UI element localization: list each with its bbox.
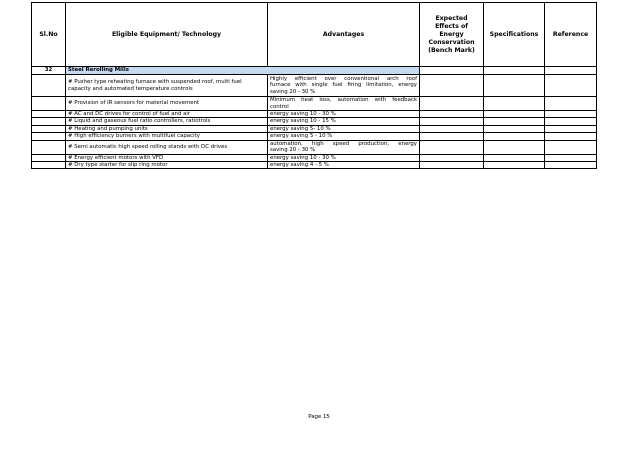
spec-cell: [484, 97, 545, 111]
slno-cell: [32, 111, 66, 118]
table-row: [32, 154, 597, 161]
expected-cell: [420, 133, 484, 140]
ref-cell: [545, 125, 597, 132]
table-row: [32, 111, 597, 118]
equipment-cell: # Liquid and gaseous fuel ratio controllers, ratiotrols: [66, 118, 268, 125]
equipment-table: [31, 2, 597, 169]
expected-cell: [420, 140, 484, 154]
header-slno: Sl.No: [32, 3, 66, 67]
slno-cell: [32, 140, 66, 154]
header-expected-line: Conservation: [428, 38, 475, 46]
equipment-cell: # High efficiency burners with multifuel capacity: [66, 133, 268, 140]
equipment-cell: # Dry type starter for slip ring motor: [66, 162, 268, 169]
expected-cell: [420, 125, 484, 132]
expected-cell: [420, 162, 484, 169]
spec-cell: [484, 133, 545, 140]
advantages-line: control: [270, 103, 289, 110]
header-expected-effects: [420, 3, 484, 67]
advantages-line: saving 20 - 30 %: [270, 88, 316, 95]
table-row: [32, 140, 597, 154]
advantages-cell: energy saving 5- 10 %: [268, 125, 420, 132]
ref-cell: [545, 140, 597, 154]
expected-cell: [420, 75, 484, 97]
header-equipment: Eligible Equipment/ Technology: [66, 3, 268, 67]
header-advantages: Advantages: [268, 3, 420, 67]
advantages-cell: energy saving 5 - 10 %: [268, 133, 420, 140]
spec-cell: [484, 140, 545, 154]
table-row: [32, 118, 597, 125]
section-spec-cell: [484, 67, 545, 75]
slno-cell: [32, 97, 66, 111]
ref-cell: [545, 75, 597, 97]
header-expected-line: (Bench Mark): [428, 46, 475, 54]
advantages-cell: [268, 97, 420, 111]
header-expected-line: Expected: [435, 14, 468, 22]
expected-cell: [420, 111, 484, 118]
table-row: [32, 162, 597, 169]
spec-cell: [484, 162, 545, 169]
advantages-line: furnace with single fuel firing limitation, energy: [270, 82, 417, 89]
header-reference: Reference: [545, 3, 597, 67]
advantages-cell: energy saving 4 - 5 %: [268, 162, 420, 169]
expected-cell: [420, 118, 484, 125]
spec-cell: [484, 111, 545, 118]
slno-cell: [32, 75, 66, 97]
advantages-line: Highly efficient over conventional arch roof: [270, 75, 417, 82]
ref-cell: [545, 97, 597, 111]
slno-cell: [32, 133, 66, 140]
advantages-cell: energy saving 10 - 30 %: [268, 154, 420, 161]
advantages-cell: [268, 140, 420, 154]
ref-cell: [545, 118, 597, 125]
spec-cell: [484, 118, 545, 125]
table-row: [32, 125, 597, 132]
section-row: [32, 67, 597, 75]
slno-cell: [32, 118, 66, 125]
header-expected-line: Effects of: [435, 22, 468, 30]
section-title: Steel Rerolling Mills: [66, 67, 420, 75]
expected-cell: [420, 97, 484, 111]
advantages-cell: energy saving 10 - 15 %: [268, 118, 420, 125]
ref-cell: [545, 154, 597, 161]
table-row: [32, 75, 597, 97]
ref-cell: [545, 133, 597, 140]
advantages-line: Minimum heat loss, automation with feedback: [270, 97, 417, 104]
table-row: [32, 97, 597, 111]
equipment-cell: # Energy efficient motors with VFD: [66, 154, 268, 161]
spec-cell: [484, 154, 545, 161]
equipment-cell: # Pusher type reheating furnace with suspended roof, multi fuel capacity and automated temperature controls: [66, 75, 268, 97]
table-row: [32, 133, 597, 140]
spec-cell: [484, 125, 545, 132]
section-expected-cell: [420, 67, 484, 75]
ref-cell: [545, 162, 597, 169]
equipment-cell: # Heating and pumping units: [66, 125, 268, 132]
advantages-line: automation, high speed production, energy: [270, 140, 417, 147]
section-ref-cell: [545, 67, 597, 75]
spec-cell: [484, 75, 545, 97]
equipment-cell: # Provision of IR sensors for material movement: [66, 97, 268, 111]
header-specifications: Specifications: [484, 3, 545, 67]
expected-cell: [420, 154, 484, 161]
ref-cell: [545, 111, 597, 118]
slno-cell: [32, 125, 66, 132]
section-number: 32: [32, 67, 66, 75]
advantages-cell: [268, 75, 420, 97]
advantages-cell: energy saving 10 - 30 %: [268, 111, 420, 118]
advantages-line: saving 20 - 30 %: [270, 147, 316, 154]
equipment-cell: # Semi automatic high speed rolling stands with DC drives: [66, 140, 268, 154]
header-row: [32, 3, 597, 67]
slno-cell: [32, 162, 66, 169]
equipment-cell: # AC and DC drives for control of fuel and air: [66, 111, 268, 118]
header-expected-line: Energy: [439, 30, 464, 38]
page-number: Page 15: [308, 414, 330, 420]
slno-cell: [32, 154, 66, 161]
